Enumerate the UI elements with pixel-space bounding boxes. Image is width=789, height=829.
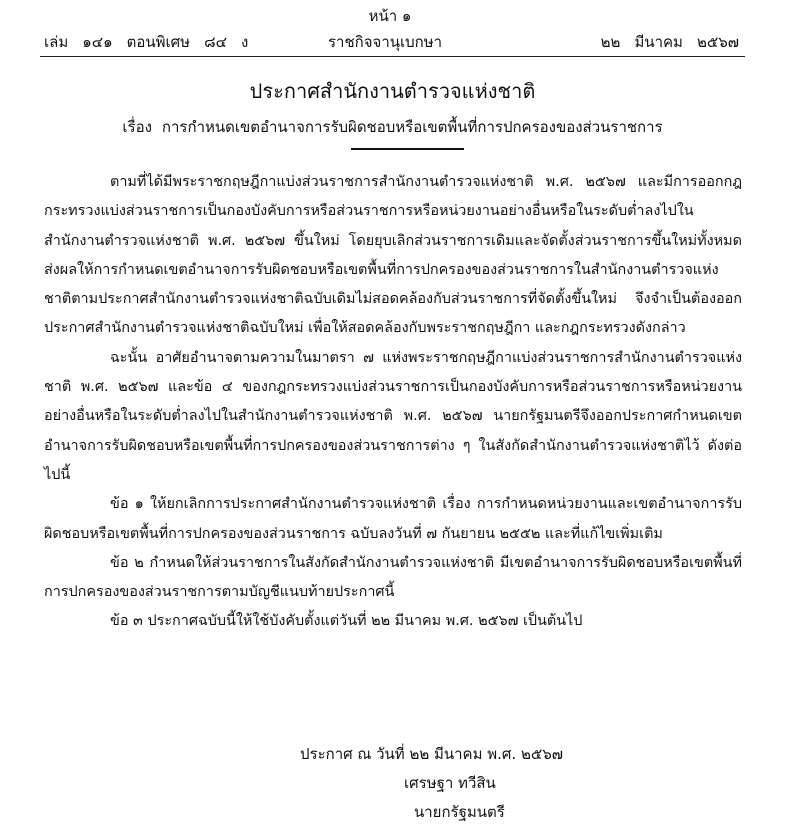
- gazette-volume-info: [44, 31, 248, 53]
- signature-date: ประกาศ ณ วันที่ ๒๒ มีนาคม พ.ศ. ๒๕๖๗: [300, 745, 563, 763]
- paragraph-clause-3: ข้อ ๓ ประกาศฉบับนี้ให้ใช้บังคับตั้งแต่วันที่ ๒๒ มีนาคม พ.ศ. ๒๕๖๗ เป็นต้นไป: [110, 613, 583, 630]
- section-number: ๘๔: [204, 33, 227, 51]
- title-divider: [351, 148, 464, 150]
- announcement-subject: [40, 116, 745, 138]
- gazette-name: ราชกิจจานุเบกษา: [328, 33, 443, 51]
- volume-label: เล่ม: [44, 33, 69, 51]
- announcement-title: ประกาศสำนักงานตำรวจแห่งชาติ: [249, 79, 536, 103]
- section-label: ตอนพิเศษ: [126, 33, 191, 51]
- page-number: หน้า ๑: [368, 7, 412, 25]
- signatory-name: เศรษฐา ทวีสิน: [404, 774, 496, 792]
- paragraph-clause-1: ข้อ ๑ ให้ยกเลิกการประกาศสำนักงานตำรวจแห่งชาติ เรื่อง การกำหนดหน่วยงานและเขตอำนาจการรับผิดชอบหรือเขตพื้นที่การปกครองของส่วนราชการ ฉบับลงวันที่ ๗ กันยายน ๒๕๕๒ และที่แก้ไขเพิ่มเติม: [44, 496, 742, 542]
- signatory-position: นายกรัฐมนตรี: [414, 803, 505, 821]
- gazette-date-day: ๒๒: [600, 33, 621, 51]
- paragraph-clause-2: ข้อ ๒ กำหนดให้ส่วนราชการในสังกัดสำนักงานตำรวจแห่งชาติ มีเขตอำนาจการรับผิดชอบหรือเขตพื้นที่การปกครองของส่วนราชการตามบัญชีแนบท้ายประกาศนี้: [44, 554, 742, 601]
- paragraph-preamble: ตามที่ได้มีพระราชกฤษฎีกาแบ่งส่วนราชการสำนักงานตำรวจแห่งชาติ พ.ศ. ๒๕๖๗ และมีการออกกฎกระทรวงแบ่งส่วนราชการเป็นกองบังคับการหรือส่วนราชการหรือหน่วยงานอย่างอื่นหรือในระดับต่ำลงไปในสำนักงานตำรวจแห่งชาติ พ.ศ. ๒๕๖๗ ขึ้นใหม่ โดยยุบเลิกส่วนราชการเดิมและจัดตั้งส่วนราชการขึ้นใหม่ทั้งหมด ส่งผลให้การกำหนดเขตอำนาจการรับผิดชอบหรือเขตพื้นที่การปกครองของส่วนราชการในสำนักงานตำรวจแห่งชาติตามประกาศสำนักงานตำรวจแห่งชาติฉบับเดิมไม่สอดคล้องกับส่วนราชการที่จัดตั้งขึ้นใหม่ จึงจำเป็นต้องออกประกาศสำนักงานตำรวจแห่งชาติฉบับใหม่ เพื่อให้สอดคล้องกับพระราชกฤษฎีกา และกฎกระทรวงดังกล่าว: [44, 174, 742, 337]
- paragraph-authority: ฉะนั้น อาศัยอำนาจตามความในมาตรา ๗ แห่งพระราชกฤษฎีกาแบ่งส่วนราชการสำนักงานตำรวจแห่งชาติ พ.ศ. ๒๕๖๗ และข้อ ๔ ของกฎกระทรวงแบ่งส่วนราชการเป็นกองบังคับการหรือส่วนราชการหรือหน่วยงานอย่างอื่นหรือในระดับต่ำลงไปในสำนักงานตำรวจแห่งชาติ พ.ศ. ๒๕๖๗ นายกรัฐมนตรีจึงออกประกาศกำหนดเขตอำนาจการรับผิดชอบหรือเขตพื้นที่การปกครองของส่วนราชการต่าง ๆ ในสังกัดสำนักงานตำรวจแห่งชาติไว้ ดังต่อไปนี้: [44, 349, 742, 483]
- gazette-date-month: มีนาคม: [634, 33, 683, 51]
- header-divider: [40, 56, 745, 57]
- section-letter: ง: [241, 33, 249, 51]
- signature-block: [300, 740, 640, 827]
- gazette-date-year: ๒๕๖๗: [696, 33, 739, 51]
- gazette-date: [601, 31, 739, 53]
- announcement-body: [44, 168, 742, 637]
- subject-label: เรื่อง: [122, 118, 152, 136]
- subject-text: การกำหนดเขตอำนาจการรับผิดชอบหรือเขตพื้นที่การปกครองของส่วนราชการ: [161, 118, 663, 136]
- volume-number: ๑๔๑: [82, 33, 113, 51]
